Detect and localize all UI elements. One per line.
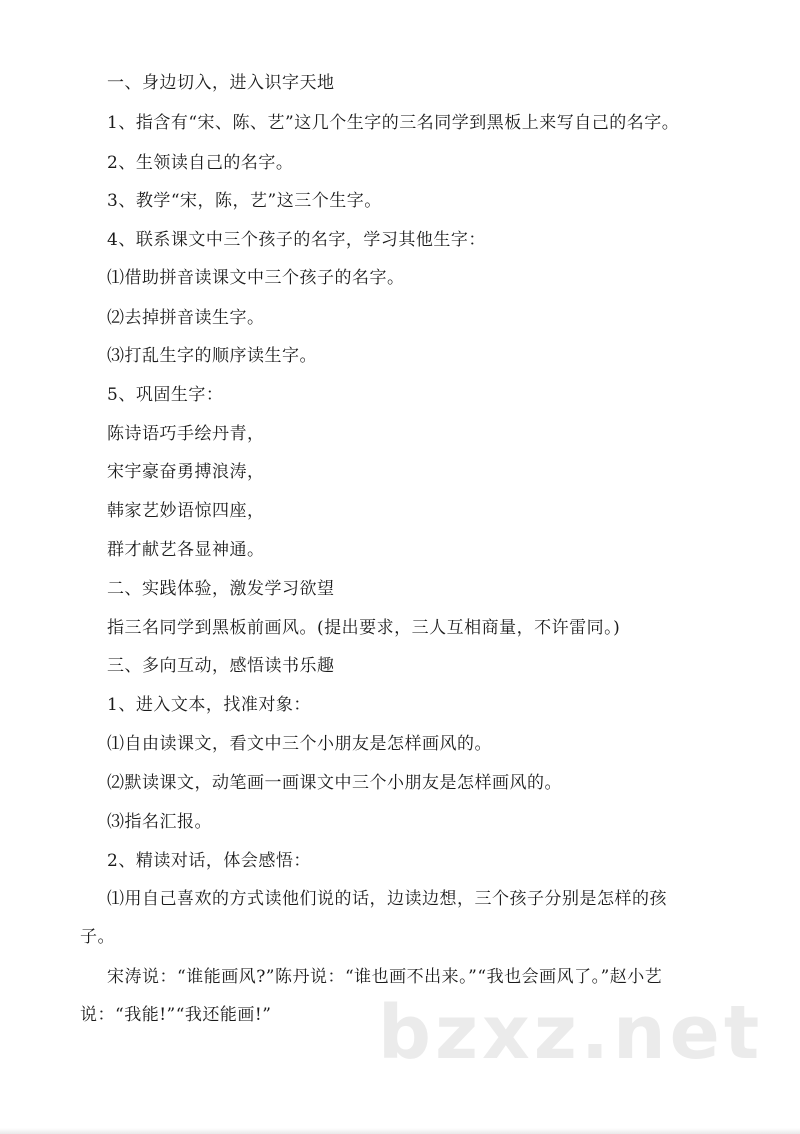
text-line: ⑵去掉拼音读生字。 bbox=[107, 308, 265, 328]
text-line: ⑵默读课文，动笔画一画课文中三个小朋友是怎样画风的。 bbox=[107, 773, 562, 793]
text-line: 5、巩固生字： bbox=[107, 385, 224, 405]
text-line: 1、进入文本，找准对象： bbox=[107, 695, 311, 715]
text-line: 指三名同学到黑板前画风。(提出要求，三人互相商量，不许雷同。) bbox=[107, 618, 621, 638]
section-heading-3: 三、多向互动，感悟读书乐趣 bbox=[107, 656, 335, 676]
poem-line: 陈诗语巧手绘丹青， bbox=[107, 424, 265, 444]
poem-line: 群才献艺各显神通。 bbox=[107, 540, 265, 560]
text-line: 2、生领读自己的名字。 bbox=[107, 153, 294, 173]
text-line: ⑶打乱生字的顺序读生字。 bbox=[107, 346, 317, 366]
poem-line: 宋宇豪奋勇搏浪涛， bbox=[107, 462, 265, 482]
page-bottom-edge bbox=[0, 1128, 800, 1134]
dialogue-paragraph: 宋涛说：“谁能画风?”陈丹说：“谁也画不出来。”“我也会画风了。”赵小艺说：“我能!”“我还能画!” bbox=[80, 967, 663, 1025]
section-heading-2: 二、实践体验，激发学习欲望 bbox=[107, 579, 335, 599]
text-line: 2、精读对话，体会感悟： bbox=[107, 851, 311, 871]
text-line: 1、指含有“宋、陈、艺”这几个生字的三名同学到黑板上来写自己的名字。 bbox=[107, 113, 680, 133]
text-line: ⑶指名汇报。 bbox=[107, 812, 212, 832]
section-heading-1: 一、身边切入，进入识字天地 bbox=[107, 73, 335, 93]
watermark: bzxz.net bbox=[378, 990, 764, 1076]
paragraph: ⑴用自己喜欢的方式读他们说的话，边读边想，三个孩子分别是怎样的孩子。 bbox=[80, 889, 667, 947]
text-line: ⑴借助拼音读课文中三个孩子的名字。 bbox=[107, 268, 405, 288]
text-line: ⑴自由读课文，看文中三个小朋友是怎样画风的。 bbox=[107, 734, 492, 754]
text-line: 4、联系课文中三个孩子的名字，学习其他生字： bbox=[107, 230, 486, 250]
text-line: 3、教学“宋，陈，艺”这三个生字。 bbox=[107, 191, 382, 211]
poem-line: 韩家艺妙语惊四座， bbox=[107, 501, 265, 521]
